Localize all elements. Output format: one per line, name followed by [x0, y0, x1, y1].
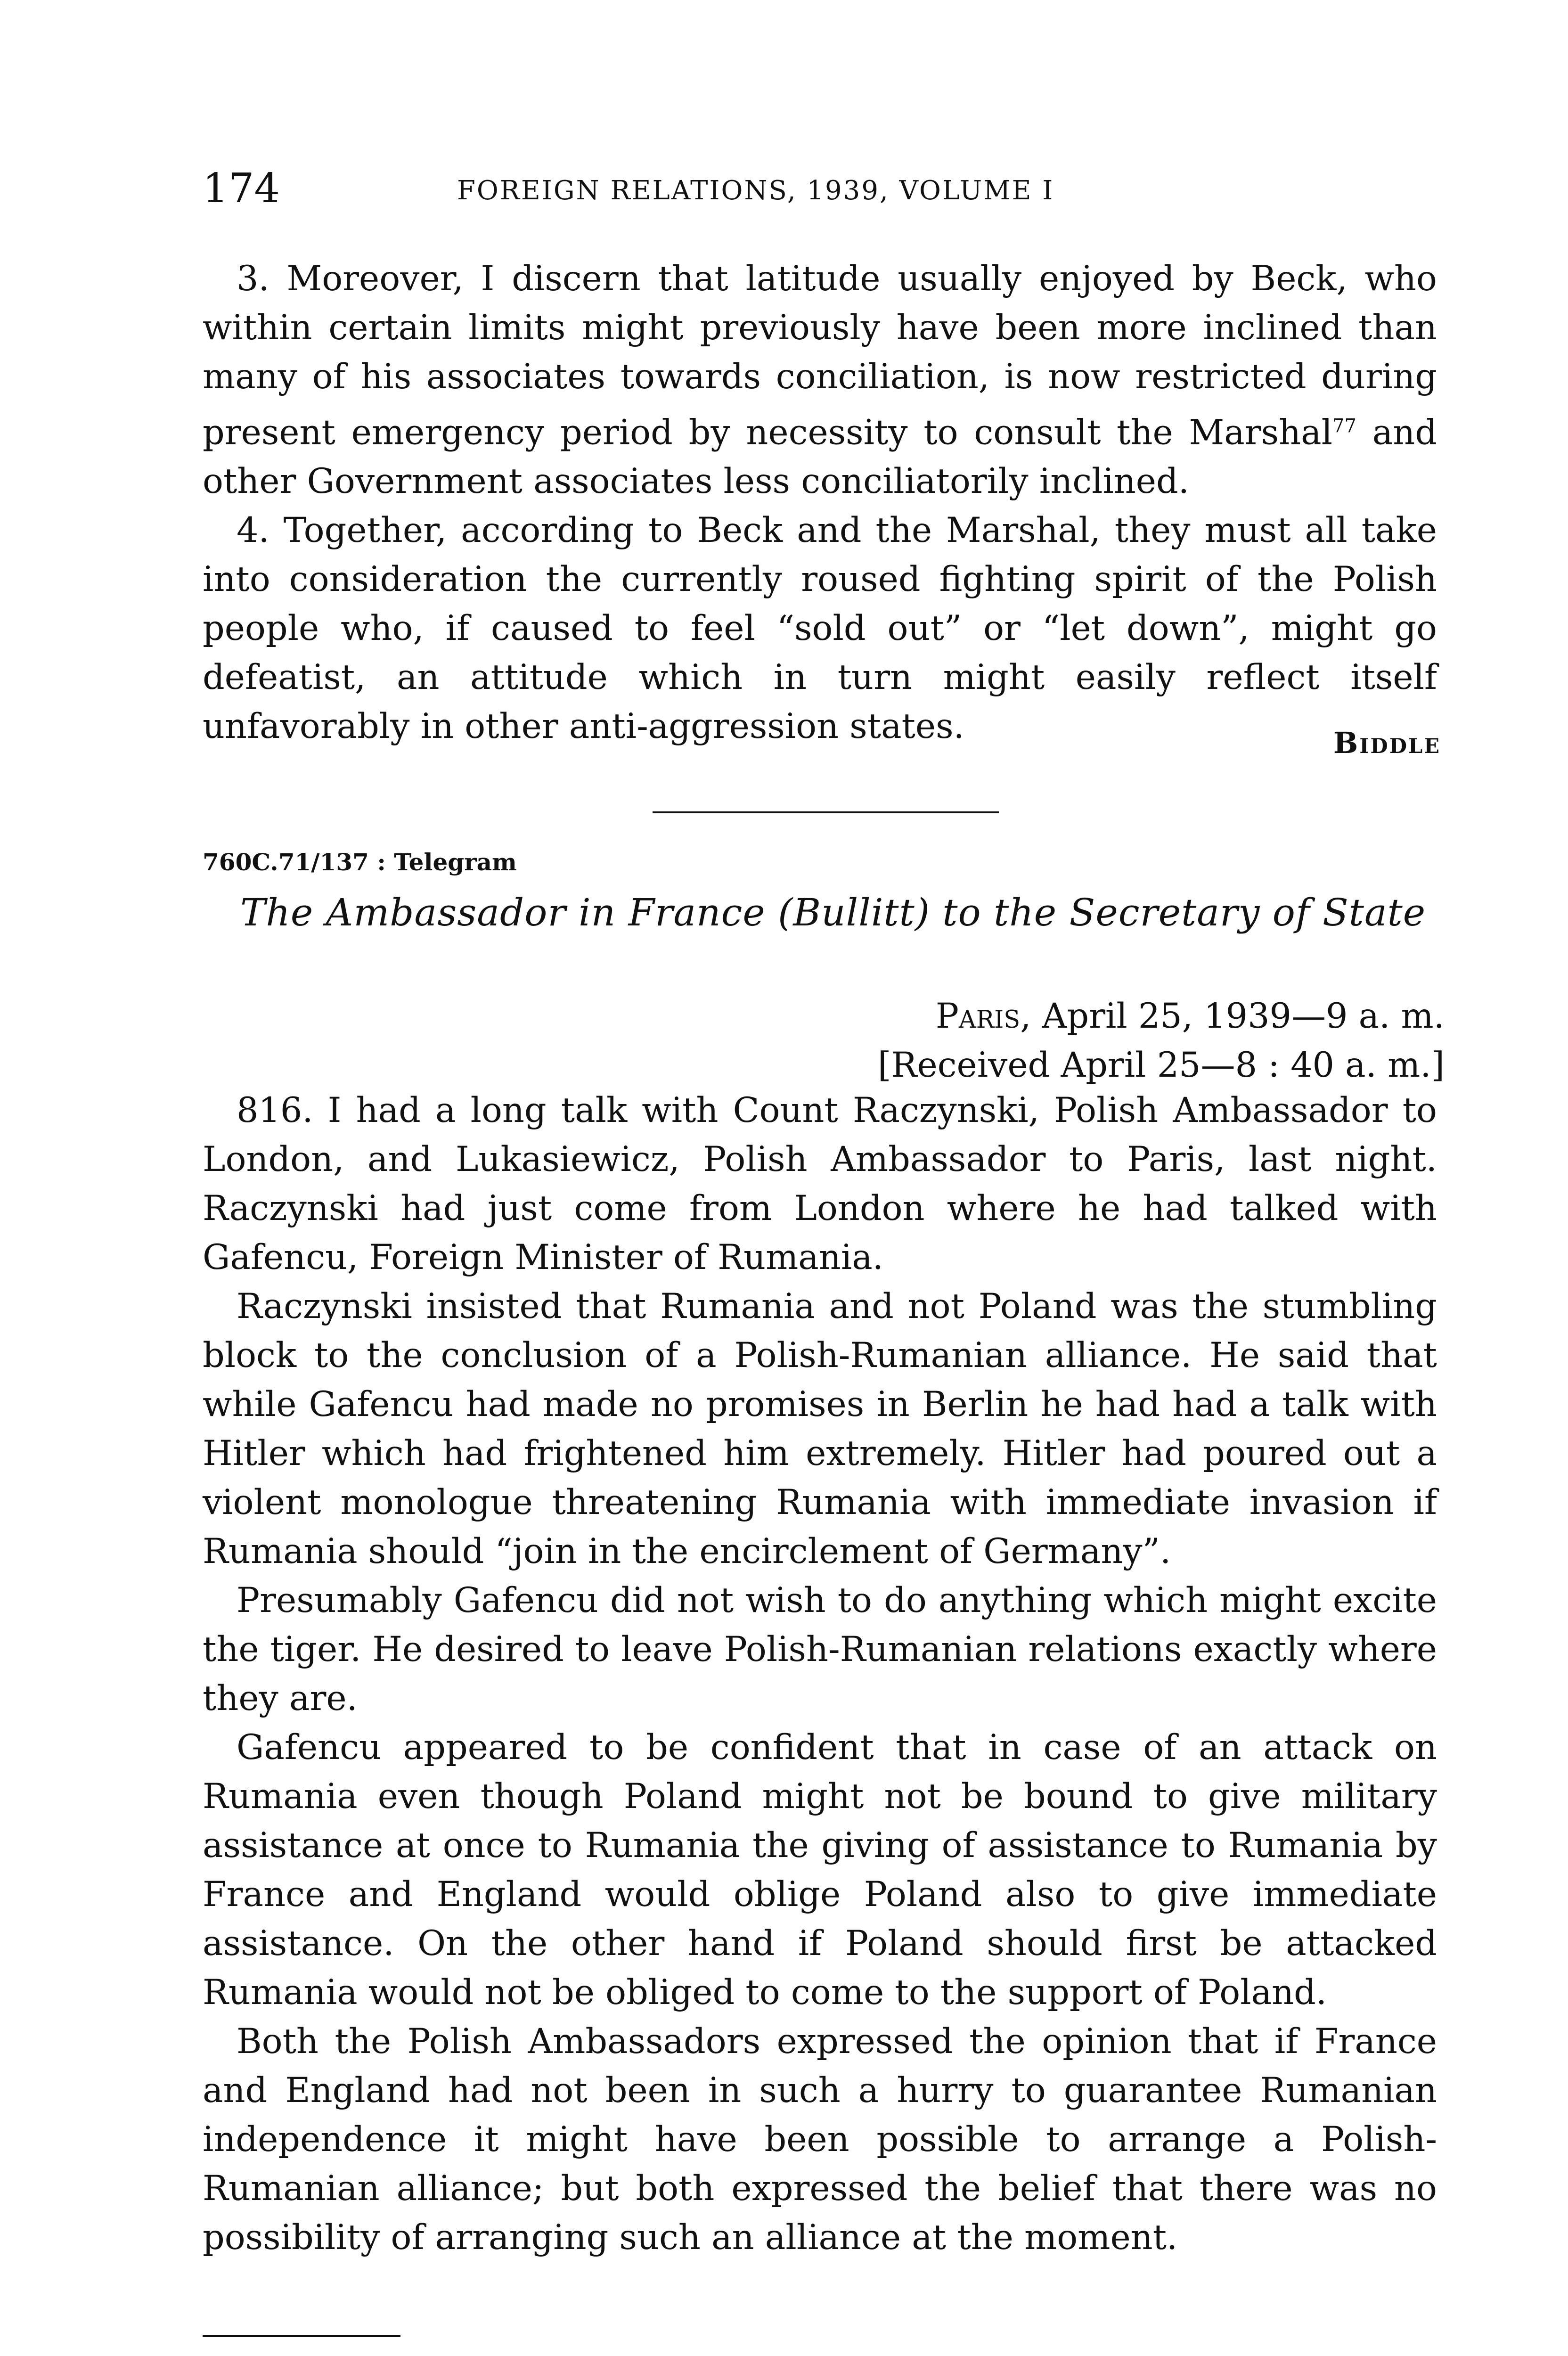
- page-number: 174: [203, 165, 280, 212]
- paragraph-3-text: 3. Moreover, I discern that latitude usually enjoyed by Beck, who within certain limits might previously have been more inclined than many of his associates towards conciliation, is now restricted during present emergency period by necessity to consult the Marshal: [203, 259, 1437, 453]
- paragraph-4: 4. Together, according to Beck and the Marshal, they must all take into consideration the currently roused fighting spirit of the Polish people who, if caused to feel “sold out” or “let down”, might go defeatist, an attitude which in turn might easily reflect itself unfavorably in other anti-aggression states.: [203, 510, 1437, 747]
- paragraph-raczynski: Raczynski insisted that Rumania and not Poland was the stumbling block to the conclusion of a Polish-Rumanian alliance. He said that while Gafencu had made no promises in Berlin he had had a talk with Hitler which had frightened him extremely. Hitler had poured out a violent monologue threatening Rumania with immediate invasion if Rumania should “join in the encirclement of Germany”.: [203, 1286, 1437, 1571]
- paragraph-presumably: Presumably Gafencu did not wish to do anything which might excite the tiger. He desired to leave Polish-Rumanian relations exactly where they are.: [203, 1580, 1437, 1718]
- received-line: [Received April 25—8 : 40 a. m.]: [878, 1045, 1445, 1085]
- document-title: The Ambassador in France (Bullitt) to the Secretary of State: [240, 891, 1426, 934]
- section-divider: [653, 811, 999, 813]
- paragraph-ambassadors: Both the Polish Ambassadors expressed the opinion that if France and England had not been in such a hurry to guarantee Rumanian independence it might have been possible to arrange a Polish-Rumanian alliance; but both expressed the belief that there was no possibility of arranging such an alliance at the moment.: [203, 2021, 1437, 2258]
- dateline: [936, 992, 1445, 1041]
- file-reference: 760C.71/137 : Telegram: [203, 848, 517, 876]
- footnote-reference: 77: [1332, 415, 1356, 437]
- paragraph-3-text-end: and other Government associates less conciliatorily inclined.: [203, 412, 1437, 502]
- running-head: FOREIGN RELATIONS, 1939, VOLUME I: [457, 175, 1054, 206]
- page-header: [203, 163, 1437, 214]
- paragraph-3: [203, 254, 1437, 506]
- footnote-rule: [203, 2335, 400, 2337]
- telegram-continuation: [203, 254, 1437, 751]
- signature: Biddle: [1333, 726, 1441, 760]
- dateline-city: Paris: [935, 996, 1021, 1036]
- telegram-body: [203, 1086, 1437, 2262]
- dateline-date: , April 25, 1939—9 a. m.: [1020, 996, 1445, 1036]
- paragraph-gafencu: Gafencu appeared to be confident that in case of an attack on Rumania even though Poland might not be bound to give military assistance at once to Rumania the giving of assistance to Rumania by France and England would oblige Poland also to give immediate assistance. On the other hand if Poland should first be attacked Rumania would not be obliged to come to the support of Poland.: [203, 1727, 1437, 2012]
- paragraph-816: 816. I had a long talk with Count Raczynski, Polish Ambassador to London, and Lukasiewicz, Polish Ambassador to Paris, last night. Raczynski had just come from London where he had talked with Gafencu, Foreign Minister of Rumania.: [203, 1090, 1437, 1277]
